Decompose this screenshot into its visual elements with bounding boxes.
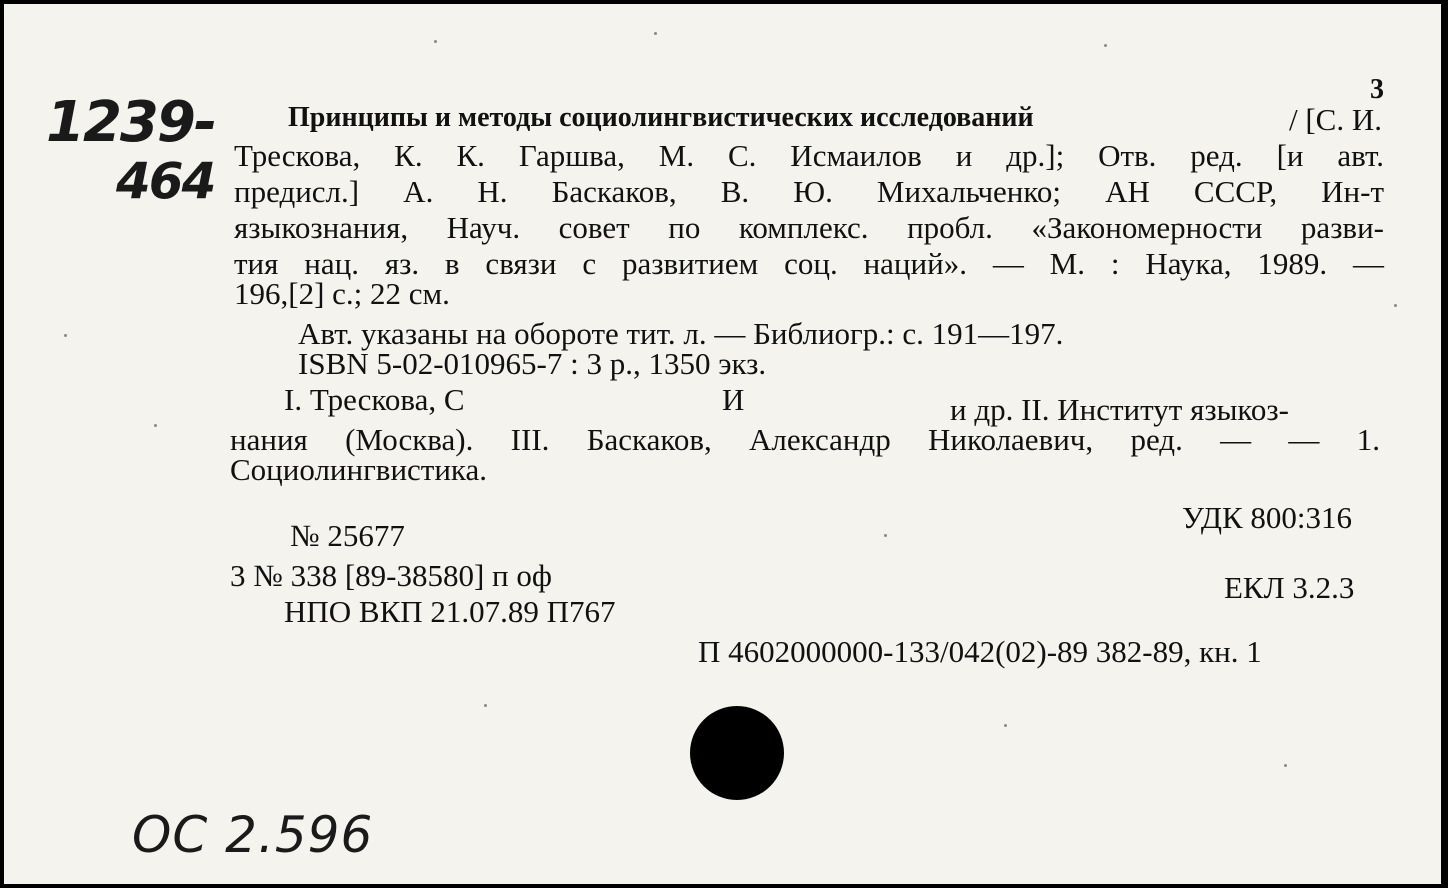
catalog-card: [4, 4, 1441, 884]
udk-code: УДК 800:316: [1182, 500, 1353, 535]
shelfmark-line2: 464: [116, 152, 215, 210]
title: Принципы и методы социолингвистических исследований: [288, 102, 1034, 133]
speck: [484, 704, 487, 707]
printer-line: НПО ВКП 21.07.89 П767: [284, 594, 616, 629]
speck: [1284, 764, 1287, 767]
tracing-line3: Социолингвистика.: [230, 452, 488, 487]
speck: [64, 334, 67, 337]
page-number: 3: [1370, 74, 1384, 105]
authors-note: Авт. указаны на обороте тит. л. — Библиогр.: с. 191—197.: [298, 316, 1064, 351]
index-line: П 4602000000-133/042(02)-89 382-89, кн. 1: [698, 634, 1262, 669]
description-line1: [288, 104, 1382, 135]
speck: [1004, 724, 1007, 727]
inventory-number: ОС 2.596: [132, 806, 374, 864]
description-line2: Трескова, К. К. Гаршва, М. С. Исмаилов и др.]; Отв. ред. [и авт.: [234, 138, 1384, 173]
speck: [1394, 304, 1397, 307]
description-line4: языкознания, Науч. совет по комплекс. пробл. «Закономерности разви-: [234, 210, 1384, 245]
speck: [434, 40, 437, 43]
order-line: 3 № 338 [89-38580] п оф: [230, 558, 552, 593]
record-number: № 25677: [290, 518, 405, 553]
tracing-line1-b: И: [722, 382, 745, 417]
responsibility-start: / [С. И.: [1289, 102, 1382, 137]
ekl-code: ЕКЛ 3.2.3: [1224, 570, 1355, 605]
punch-hole: [690, 706, 784, 800]
description-line6: 196,[2] с.; 22 см.: [234, 276, 450, 311]
description-line3: предисл.] А. Н. Баскаков, В. Ю. Михальченко; АН СССР, Ин-т: [234, 174, 1384, 209]
speck: [1104, 44, 1107, 47]
speck: [884, 534, 887, 537]
shelfmark-line1: 1239-: [46, 90, 216, 155]
description-line5: тия нац. яз. в связи с развитием соц. наций». — М. : Наука, 1989. —: [234, 246, 1384, 281]
tracing-line1-a: I. Трескова, С: [284, 382, 465, 417]
speck: [654, 32, 657, 35]
isbn-line: ISBN 5-02-010965-7 : 3 р., 1350 экз.: [298, 346, 767, 381]
tracing-line2: нания (Москва). III. Баскаков, Александр Николаевич, ред. — — 1.: [230, 422, 1380, 457]
speck: [154, 424, 157, 427]
tracing-line1-c: и др. II. Институт языкоз-: [950, 392, 1289, 427]
